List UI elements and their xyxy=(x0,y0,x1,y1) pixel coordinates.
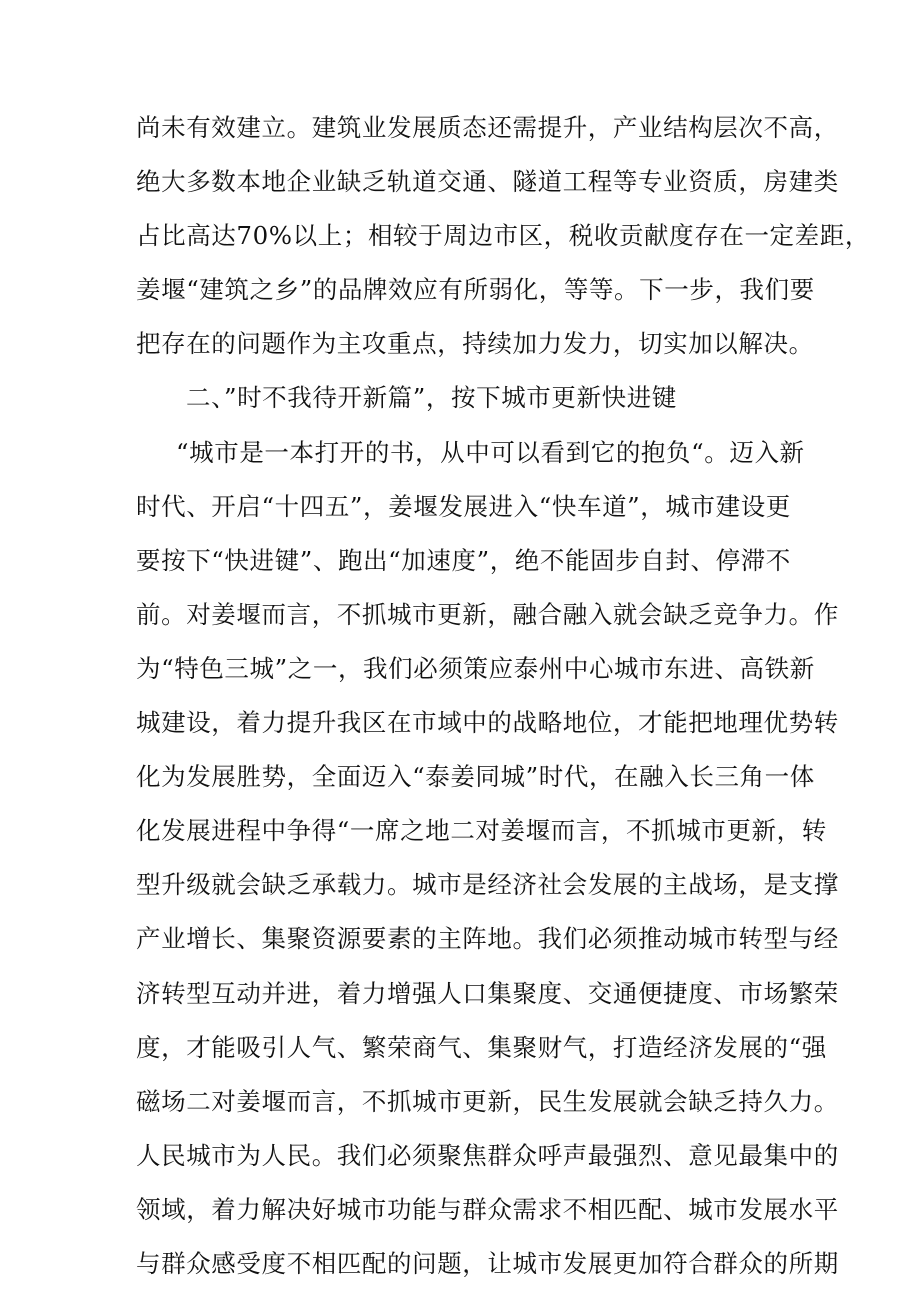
text-line: 人民城市为人民。我们必须聚焦群众呼声最强烈、意见最集中的 xyxy=(136,1140,839,1170)
text-line: 化发展进程中争得“一席之地二对姜堰而言，不抓城市更新，转 xyxy=(136,816,827,846)
section-heading: 二、”时不我待开新篇”，按下城市更新快进键 xyxy=(186,383,677,413)
text-line: 绝大多数本地企业缺乏轨道交通、隧道工程等专业资质，房建类 xyxy=(136,167,839,197)
text-line: 城建设，着力提升我区在市域中的战略地位，才能把地理优势转 xyxy=(136,708,839,738)
text-line: 尚未有效建立。建筑业发展质态还需提升，产业结构层次不高， xyxy=(136,113,839,142)
text-line: 度，才能吸引人气、繁荣商气、集聚财气，打造经济发展的“强 xyxy=(136,1032,827,1062)
document-body xyxy=(136,101,870,1291)
text-line: 占比高达70%以上；相较于周边市区，税收贡献度存在一定差距， xyxy=(136,221,870,251)
text-line: 领域，着力解决好城市功能与群众需求不相匹配、城市发展水平 xyxy=(136,1194,839,1224)
text-line: 磁场二对姜堰而言，不抓城市更新，民生发展就会缺乏持久力。 xyxy=(136,1086,839,1116)
paragraph-first-line: “城市是一本打开的书，从中可以看到它的抱负“。迈入新 xyxy=(176,437,805,467)
text-line: 为“特色三城”之一，我们必须策应泰州中心城市东进、高铁新 xyxy=(136,653,815,683)
text-line: 与群众感受度不相匹配的问题，让城市发展更加符合群众的所期 xyxy=(136,1248,839,1278)
text-line: 济转型互动并进，着力增强人口集聚度、交通便捷度、市场繁荣 xyxy=(136,978,839,1008)
text-line: 时代、开启“十四五”，姜堰发展进入“快车道”，城市建设更 xyxy=(136,491,791,521)
text-line: 姜堰“建筑之乡”的品牌效应有所弱化，等等。下一步，我们要 xyxy=(136,275,815,305)
paragraph-last-line: 把存在的问题作为主攻重点，持续加力发力，切实加以解决。 xyxy=(136,329,814,359)
text-line: 型升级就会缺乏承载力。城市是经济社会发展的主战场，是支撑 xyxy=(136,870,839,900)
text-line: 化为发展胜势，全面迈入“泰姜同城”时代，在融入长三角一体 xyxy=(136,762,815,792)
text-line: 产业增长、集聚资源要素的主阵地。我们必须推动城市转型与经 xyxy=(136,924,839,954)
text-line: 要按下“快进键”、跑出“加速度”，绝不能固步自封、停滞不 xyxy=(136,545,791,575)
text-line: 前。对姜堰而言，不抓城市更新，融合融入就会缺乏竞争力。作 xyxy=(136,599,839,629)
